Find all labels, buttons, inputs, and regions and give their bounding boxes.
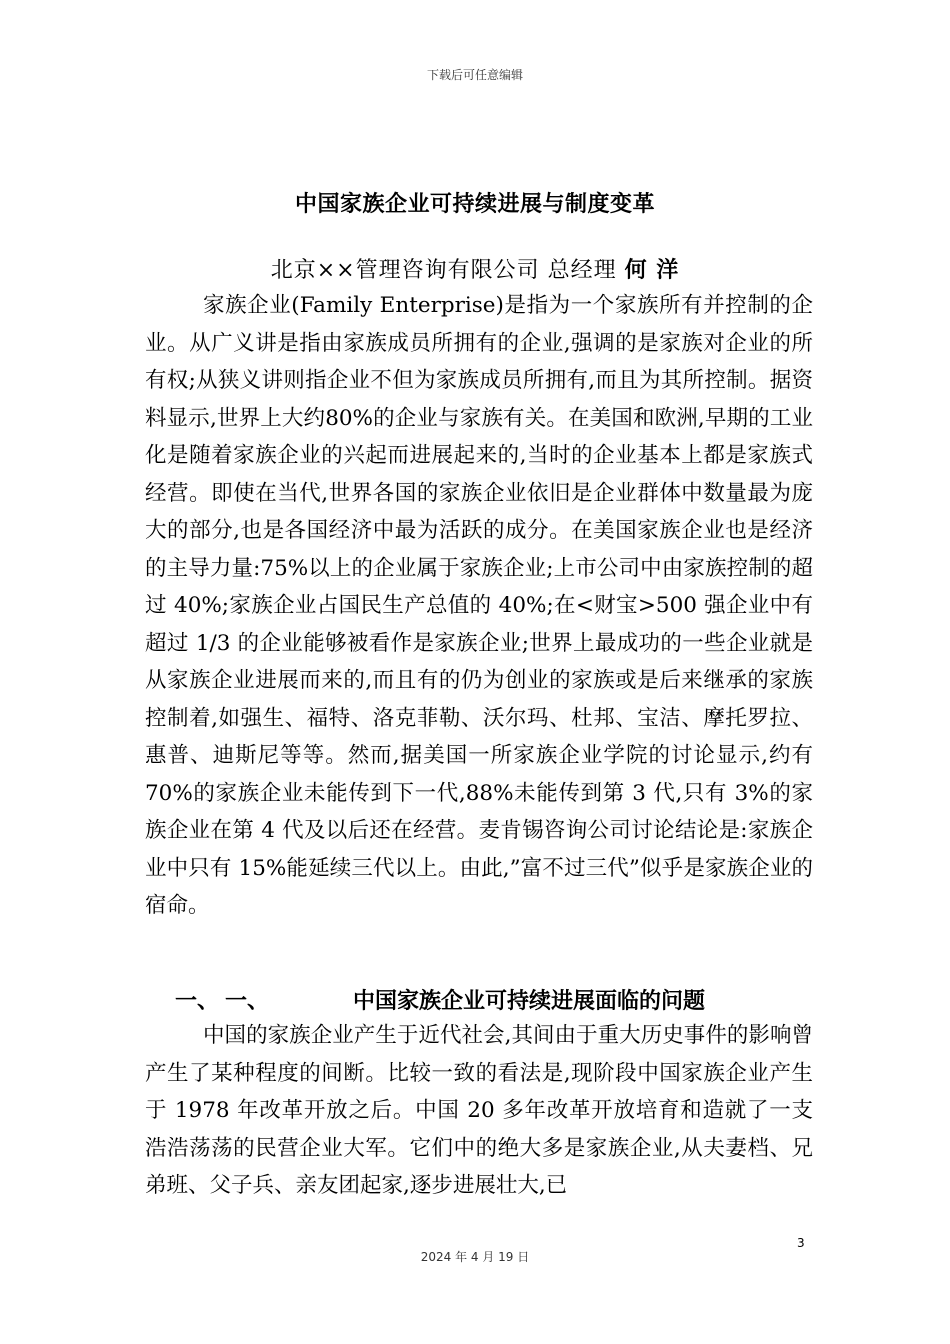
author-affiliation: 北京××管理咨询有限公司 总经理 [270, 258, 617, 283]
page-header: 下载后可任意编辑 [426, 68, 523, 82]
section-heading-text: 中国家族企业可持续进展面临的问题 [353, 989, 706, 1014]
author-line [0, 253, 950, 284]
section-number-a: 一、 [175, 989, 220, 1014]
body-paragraph-2: 中国的家族企业产生于近代社会,其间由于重大历史事件的影响曾产生了某种程度的间断。比较一致的看法是,现阶段中国家族企业产生于 1978 年改革开放之后。中国 20 多年改革开放培育和造就了一支浩浩荡荡的民营企业大军。它们中的绝大多是家族企业,从夫妻档、兄弟班、父子兵、亲友团起家,逐步进展壮大,已 [145, 1023, 813, 1198]
document-title: 中国家族企业可持续进展与制度变革 [294, 192, 655, 217]
section-number-b: 一、 [225, 989, 270, 1014]
footer-date: 2024 年 4 月 19 日 [420, 1250, 530, 1264]
section-heading-1 [175, 984, 815, 1015]
author-name: 何 洋 [624, 258, 680, 283]
body-paragraph-1: 家族企业(Family Enterprise)是指为一个家族所有并控制的企业。从广义讲是指由家族成员所拥有的企业,强调的是家族对企业的所有权;从狭义讲则指企业不但为家族成员所拥有,而且为其所控制。据资料显示,世界上大约80%的企业与家族有关。在美国和欧洲,早期的工业化是随着家族企业的兴起而进展起来的,当时的企业基本上都是家族式经营。即使在当代,世界各国的家族企业依旧是企业群体中数量最为庞大的部分,也是各国经济中最为活跃的成分。在美国家族企业也是经济的主导力量:75%以上的企业属于家族企业;上市公司中由家族控制的超过 40%;家族企业占国民生产总值的 40%;在<财宝>500 强企业中有超过 1/3 的企业能够被看作是家族企业;世界上最成功的一些企业就是从家族企业进展而来的,而且有的仍为创业的家族或是后来继承的家族控制着,如强生、福特、洛克菲勒、沃尔玛、杜邦、宝洁、摩托罗拉、惠普、迪斯尼等等。然而,据美国一所家族企业学院的讨论显示,约有70%的家族企业未能传到下一代,88%未能传到第 3 代,只有 3%的家族企业在第 4 代及以后还在经营。麦肯锡咨询公司讨论结论是:家族企业中只有 15%能延续三代以上。由此,”富不过三代”似乎是家族企业的宿命。 [145, 293, 813, 918]
page-number: 3 [797, 1236, 805, 1250]
